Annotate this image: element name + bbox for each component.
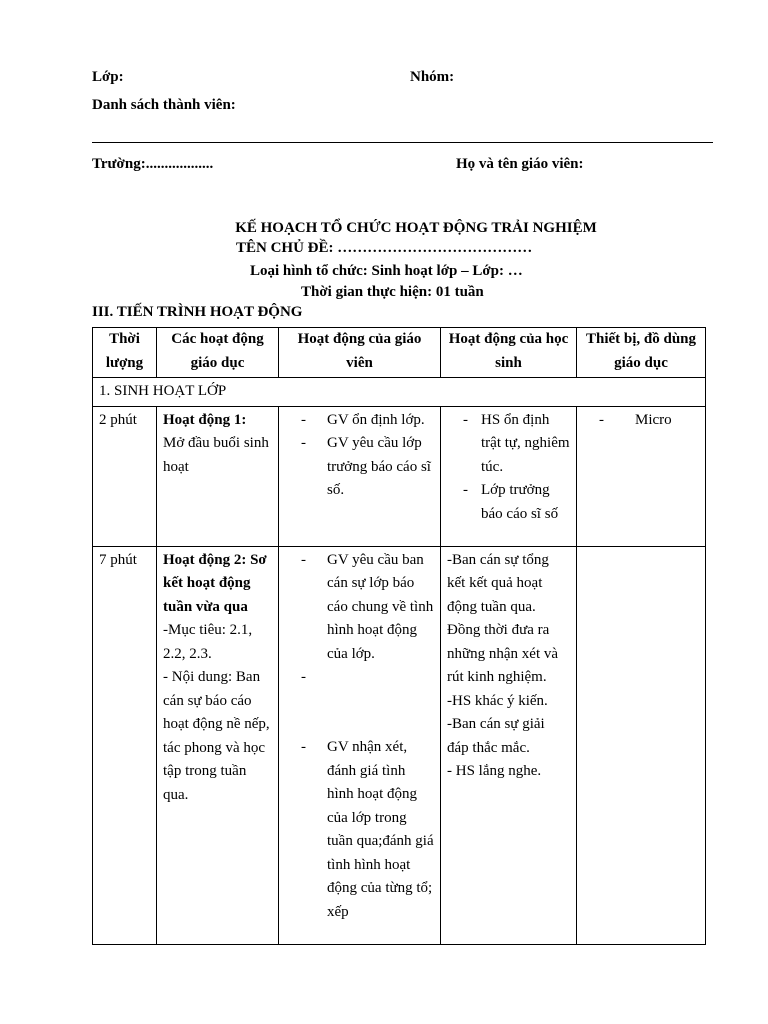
section-title: 1. SINH HOẠT LỚP: [93, 378, 706, 407]
header-activity: Các hoạt động giáo dục: [157, 328, 279, 378]
table-row: [93, 406, 706, 546]
table-header-row: [93, 328, 706, 378]
activity-title: Hoạt động 1:: [163, 411, 247, 428]
row-student: [441, 406, 577, 546]
header-student: Hoạt động của học sinh: [441, 328, 577, 378]
table-row: [93, 546, 706, 944]
row-student: [441, 546, 577, 944]
list-item: - GV yêu cầu lớp trưởng báo cáo sĩ số.: [285, 432, 434, 503]
activity-goal: -Mục tiêu: 2.1, 2.2, 2.3.: [163, 622, 253, 662]
section-heading: III. TIẾN TRÌNH HOẠT ĐỘNG: [92, 304, 303, 320]
activity-title: Hoạt động 2: Sơ kết hoạt động tuần vừa qua: [163, 551, 267, 615]
section-row: [93, 378, 706, 407]
list-item: -Ban cán sự tổng kết kết quả hoạt động tuần qua. Đồng thời đưa ra những nhận xét và rút kinh nghiệm.: [447, 551, 559, 685]
activity-text: Mở đầu buổi sinh hoạt: [163, 435, 269, 475]
list-item: - Micro: [583, 409, 699, 433]
row-equipment: [577, 546, 706, 944]
school-label: Trường:..................: [92, 156, 214, 172]
row-time: 7 phút: [93, 546, 157, 944]
row-activity: [157, 406, 279, 546]
member-list-label: Danh sách thành viên:: [92, 97, 236, 113]
topic-name: TÊN CHỦ ĐỀ: …………………………………: [236, 240, 533, 256]
list-item: - GV yêu cầu ban cán sự lớp báo cáo chung về tình hình hoạt động của lớp.: [285, 549, 434, 667]
divider-line: [92, 142, 713, 143]
spacer: [285, 666, 434, 736]
teacher-name-label: Họ và tên giáo viên:: [456, 156, 584, 172]
class-label: Lớp:: [92, 69, 124, 85]
plan-title: KẾ HOẠCH TỔ CHỨC HOẠT ĐỘNG TRẢI NGHIỆM: [235, 220, 597, 236]
list-item: - HS lắng nghe.: [447, 763, 542, 779]
header-teacher: Hoạt động của giáo viên: [279, 328, 441, 378]
activity-table: [92, 327, 706, 945]
group-label: Nhóm:: [410, 69, 455, 85]
duration-line: Thời gian thực hiện: 01 tuần: [301, 284, 484, 300]
activity-content: - Nội dung: Ban cán sự báo cáo hoạt động nề nếp, tác phong và học tập trong tuần qua.: [163, 669, 270, 803]
row-teacher: [279, 406, 441, 546]
header-equipment: Thiết bị, đồ dùng giáo dục: [577, 328, 706, 378]
organization-type: Loại hình tổ chức: Sinh hoạt lớp – Lớp: …: [250, 263, 523, 279]
list-item: - GV nhận xét, đánh giá tình hình hoạt động của lớp trong tuần qua;đánh giá tình hình hoạt động của từng tổ; xếp: [285, 736, 434, 924]
row-activity: [157, 546, 279, 944]
list-item: -Ban cán sự giải đáp thắc mắc.: [447, 716, 545, 756]
header-time: Thời lượng: [93, 328, 157, 378]
row-time: 2 phút: [93, 406, 157, 546]
list-item: - Lớp trưởng báo cáo sĩ số: [447, 479, 570, 526]
list-item: -HS khác ý kiến.: [447, 692, 548, 709]
list-item: - GV ổn định lớp.: [285, 409, 434, 433]
list-item: - HS ổn định trật tự, nghiêm túc.: [447, 409, 570, 480]
row-teacher: [279, 546, 441, 944]
row-equipment: [577, 406, 706, 546]
